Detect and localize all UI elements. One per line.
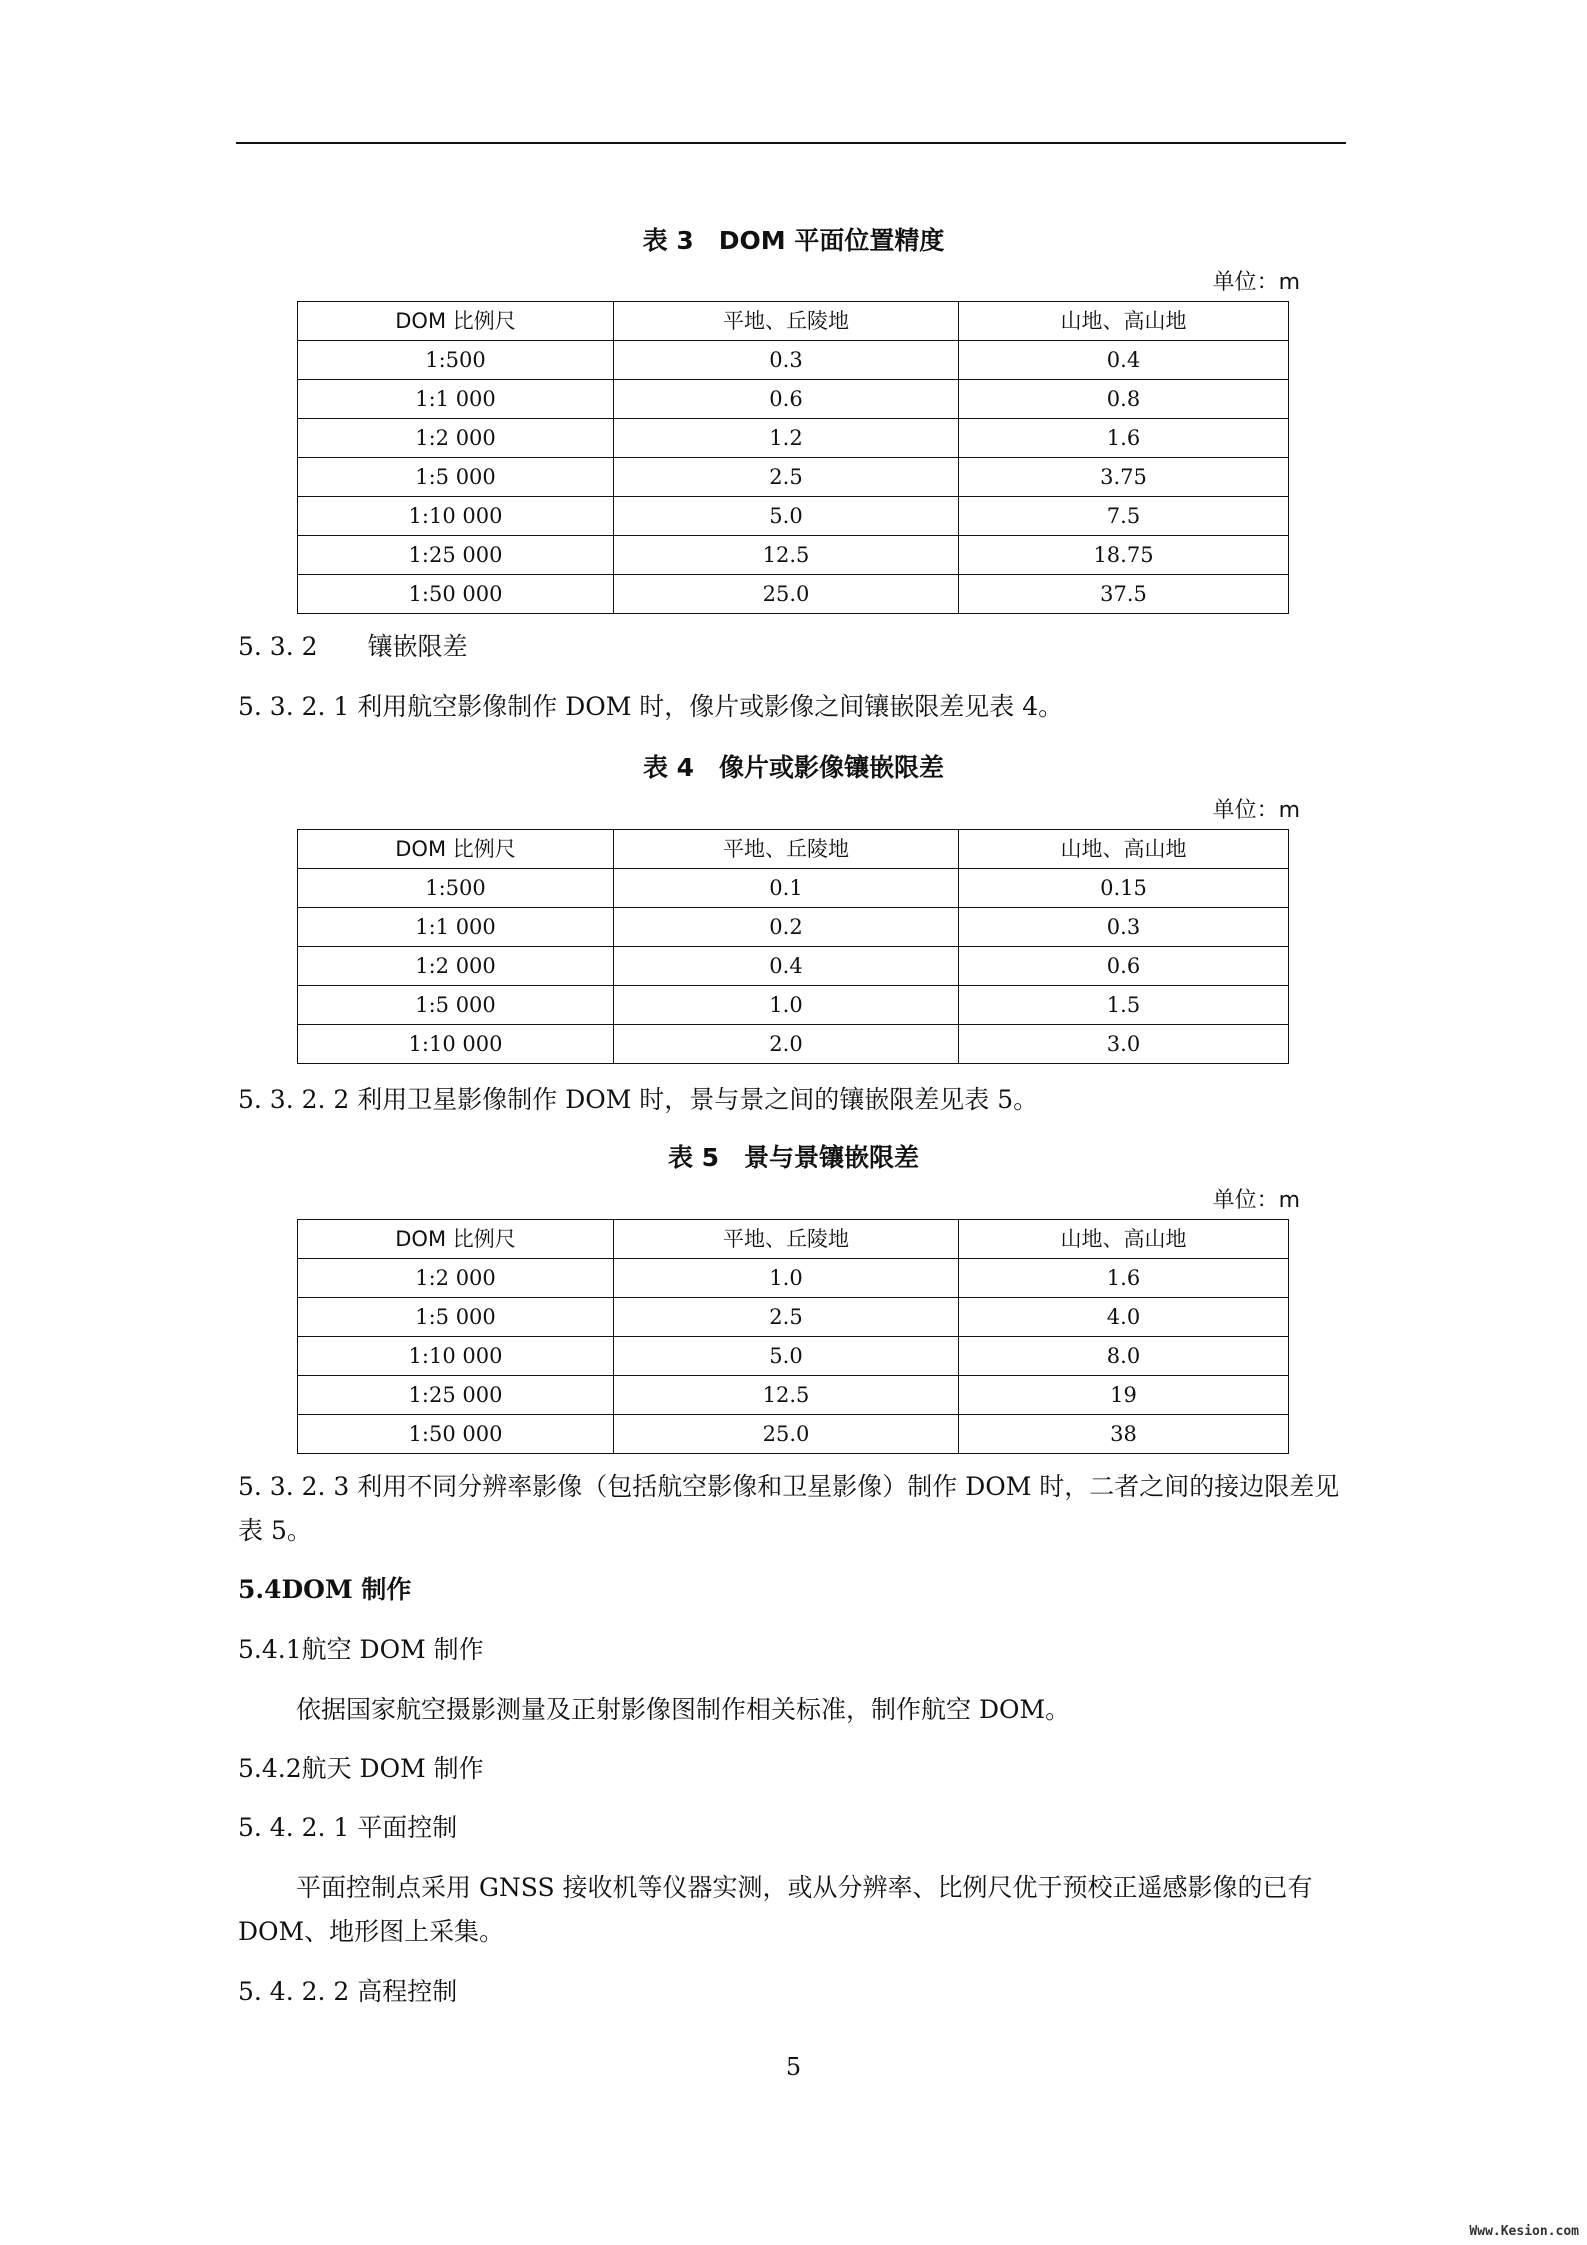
section-5-4-2-1-body: 平面控制点采用 GNSS 接收机等仪器实测，或从分辨率、比例尺优于预校正遥感影像的已有 DOM、地形图上采集。 — [238, 1873, 1313, 1946]
header-mountain: 山地、高山地 — [959, 830, 1289, 869]
cell-scale: 1:50 000 — [298, 1415, 614, 1454]
table-row — [298, 986, 1289, 1025]
header-flat: 平地、丘陵地 — [614, 830, 959, 869]
header-flat: 平地、丘陵地 — [614, 1220, 959, 1259]
cell-mountain: 0.15 — [959, 869, 1289, 908]
page-number: 5 — [785, 2053, 802, 2081]
cell-mountain: 7.5 — [959, 497, 1289, 536]
section-5-4-2-2-heading: 5. 4. 2. 2 高程控制 — [238, 1977, 458, 2006]
table-5 — [297, 1219, 1289, 1454]
cell-flat: 1.0 — [614, 1259, 959, 1298]
header-mountain: 山地、高山地 — [959, 302, 1289, 341]
table-5-unit: 单位：m — [1212, 1188, 1300, 1213]
table-row — [298, 1376, 1289, 1415]
cell-flat: 25.0 — [614, 575, 959, 614]
table-row — [298, 1415, 1289, 1454]
table-header-row — [298, 830, 1289, 869]
cell-mountain: 1.5 — [959, 986, 1289, 1025]
table-row — [298, 908, 1289, 947]
cell-flat: 0.2 — [614, 908, 959, 947]
table-5-caption: 表 5 景与景镶嵌限差 — [667, 1143, 920, 1172]
header-scale: DOM 比例尺 — [298, 1220, 614, 1259]
cell-scale: 1:5 000 — [298, 986, 614, 1025]
table-row — [298, 1298, 1289, 1337]
cell-scale: 1:25 000 — [298, 536, 614, 575]
cell-mountain: 3.75 — [959, 458, 1289, 497]
cell-flat: 5.0 — [614, 497, 959, 536]
table-row — [298, 1337, 1289, 1376]
cell-scale: 1:10 000 — [298, 497, 614, 536]
table-row — [298, 380, 1289, 419]
table-row — [298, 1259, 1289, 1298]
cell-scale: 1:1 000 — [298, 380, 614, 419]
cell-flat: 5.0 — [614, 1337, 959, 1376]
watermark: Www.Kesion.com — [1469, 2224, 1579, 2239]
header-rule — [236, 142, 1346, 144]
cell-scale: 1:5 000 — [298, 1298, 614, 1337]
header-scale: DOM 比例尺 — [298, 830, 614, 869]
cell-scale: 1:25 000 — [298, 1376, 614, 1415]
cell-mountain: 1.6 — [959, 419, 1289, 458]
table-4-caption: 表 4 像片或影像镶嵌限差 — [642, 753, 945, 782]
table-row — [298, 341, 1289, 380]
cell-mountain: 38 — [959, 1415, 1289, 1454]
table-header-row — [298, 302, 1289, 341]
cell-scale: 1:2 000 — [298, 419, 614, 458]
cell-scale: 1:50 000 — [298, 575, 614, 614]
header-mountain: 山地、高山地 — [959, 1220, 1289, 1259]
cell-flat: 0.3 — [614, 341, 959, 380]
cell-flat: 0.4 — [614, 947, 959, 986]
cell-mountain: 19 — [959, 1376, 1289, 1415]
section-5-3-2: 5. 3. 2 镶嵌限差 — [238, 632, 468, 661]
cell-mountain: 37.5 — [959, 575, 1289, 614]
table-4-unit: 单位：m — [1212, 798, 1300, 823]
cell-mountain: 1.6 — [959, 1259, 1289, 1298]
cell-scale: 1:500 — [298, 869, 614, 908]
cell-flat: 1.2 — [614, 419, 959, 458]
cell-mountain: 8.0 — [959, 1337, 1289, 1376]
cell-flat: 12.5 — [614, 536, 959, 575]
header-flat: 平地、丘陵地 — [614, 302, 959, 341]
cell-scale: 1:500 — [298, 341, 614, 380]
cell-scale: 1:2 000 — [298, 947, 614, 986]
cell-flat: 12.5 — [614, 1376, 959, 1415]
cell-flat: 2.0 — [614, 1025, 959, 1064]
table-row — [298, 497, 1289, 536]
cell-flat: 2.5 — [614, 458, 959, 497]
section-5-4-1-heading: 5.4.1航空 DOM 制作 — [238, 1635, 484, 1664]
cell-mountain: 4.0 — [959, 1298, 1289, 1337]
cell-flat: 2.5 — [614, 1298, 959, 1337]
table-row — [298, 419, 1289, 458]
table-3 — [297, 301, 1289, 614]
cell-scale: 1:10 000 — [298, 1337, 614, 1376]
cell-mountain: 0.4 — [959, 341, 1289, 380]
table-row — [298, 458, 1289, 497]
cell-flat: 0.1 — [614, 869, 959, 908]
cell-mountain: 18.75 — [959, 536, 1289, 575]
section-5-4-1-body: 依据国家航空摄影测量及正射影像图制作相关标准，制作航空 DOM。 — [296, 1695, 1071, 1724]
cell-flat: 25.0 — [614, 1415, 959, 1454]
table-row — [298, 536, 1289, 575]
cell-scale: 1:5 000 — [298, 458, 614, 497]
section-5-3-2-3: 5. 3. 2. 3 利用不同分辨率影像（包括航空影像和卫星影像）制作 DOM 时，二者之间的接边限差见表 5。 — [238, 1472, 1340, 1545]
table-row — [298, 947, 1289, 986]
cell-mountain: 0.6 — [959, 947, 1289, 986]
cell-scale: 1:2 000 — [298, 1259, 614, 1298]
table-row — [298, 1025, 1289, 1064]
section-5-3-2-2: 5. 3. 2. 2 利用卫星影像制作 DOM 时，景与景之间的镶嵌限差见表 5。 — [238, 1085, 1039, 1114]
table-4 — [297, 829, 1289, 1064]
section-5-4-2-1-heading: 5. 4. 2. 1 平面控制 — [238, 1813, 458, 1842]
cell-mountain: 0.8 — [959, 380, 1289, 419]
cell-mountain: 0.3 — [959, 908, 1289, 947]
section-5-3-2-1: 5. 3. 2. 1 利用航空影像制作 DOM 时，像片或影像之间镶嵌限差见表 4。 — [238, 692, 1064, 721]
table-3-caption: 表 3 DOM 平面位置精度 — [642, 226, 945, 255]
cell-flat: 0.6 — [614, 380, 959, 419]
table-3-unit: 单位：m — [1212, 270, 1300, 295]
section-5-4-2-heading: 5.4.2航天 DOM 制作 — [238, 1754, 484, 1783]
cell-flat: 1.0 — [614, 986, 959, 1025]
table-row — [298, 869, 1289, 908]
table-header-row — [298, 1220, 1289, 1259]
section-5-4-heading: 5.4DOM 制作 — [238, 1575, 412, 1604]
cell-mountain: 3.0 — [959, 1025, 1289, 1064]
header-scale: DOM 比例尺 — [298, 302, 614, 341]
table-row — [298, 575, 1289, 614]
cell-scale: 1:10 000 — [298, 1025, 614, 1064]
cell-scale: 1:1 000 — [298, 908, 614, 947]
